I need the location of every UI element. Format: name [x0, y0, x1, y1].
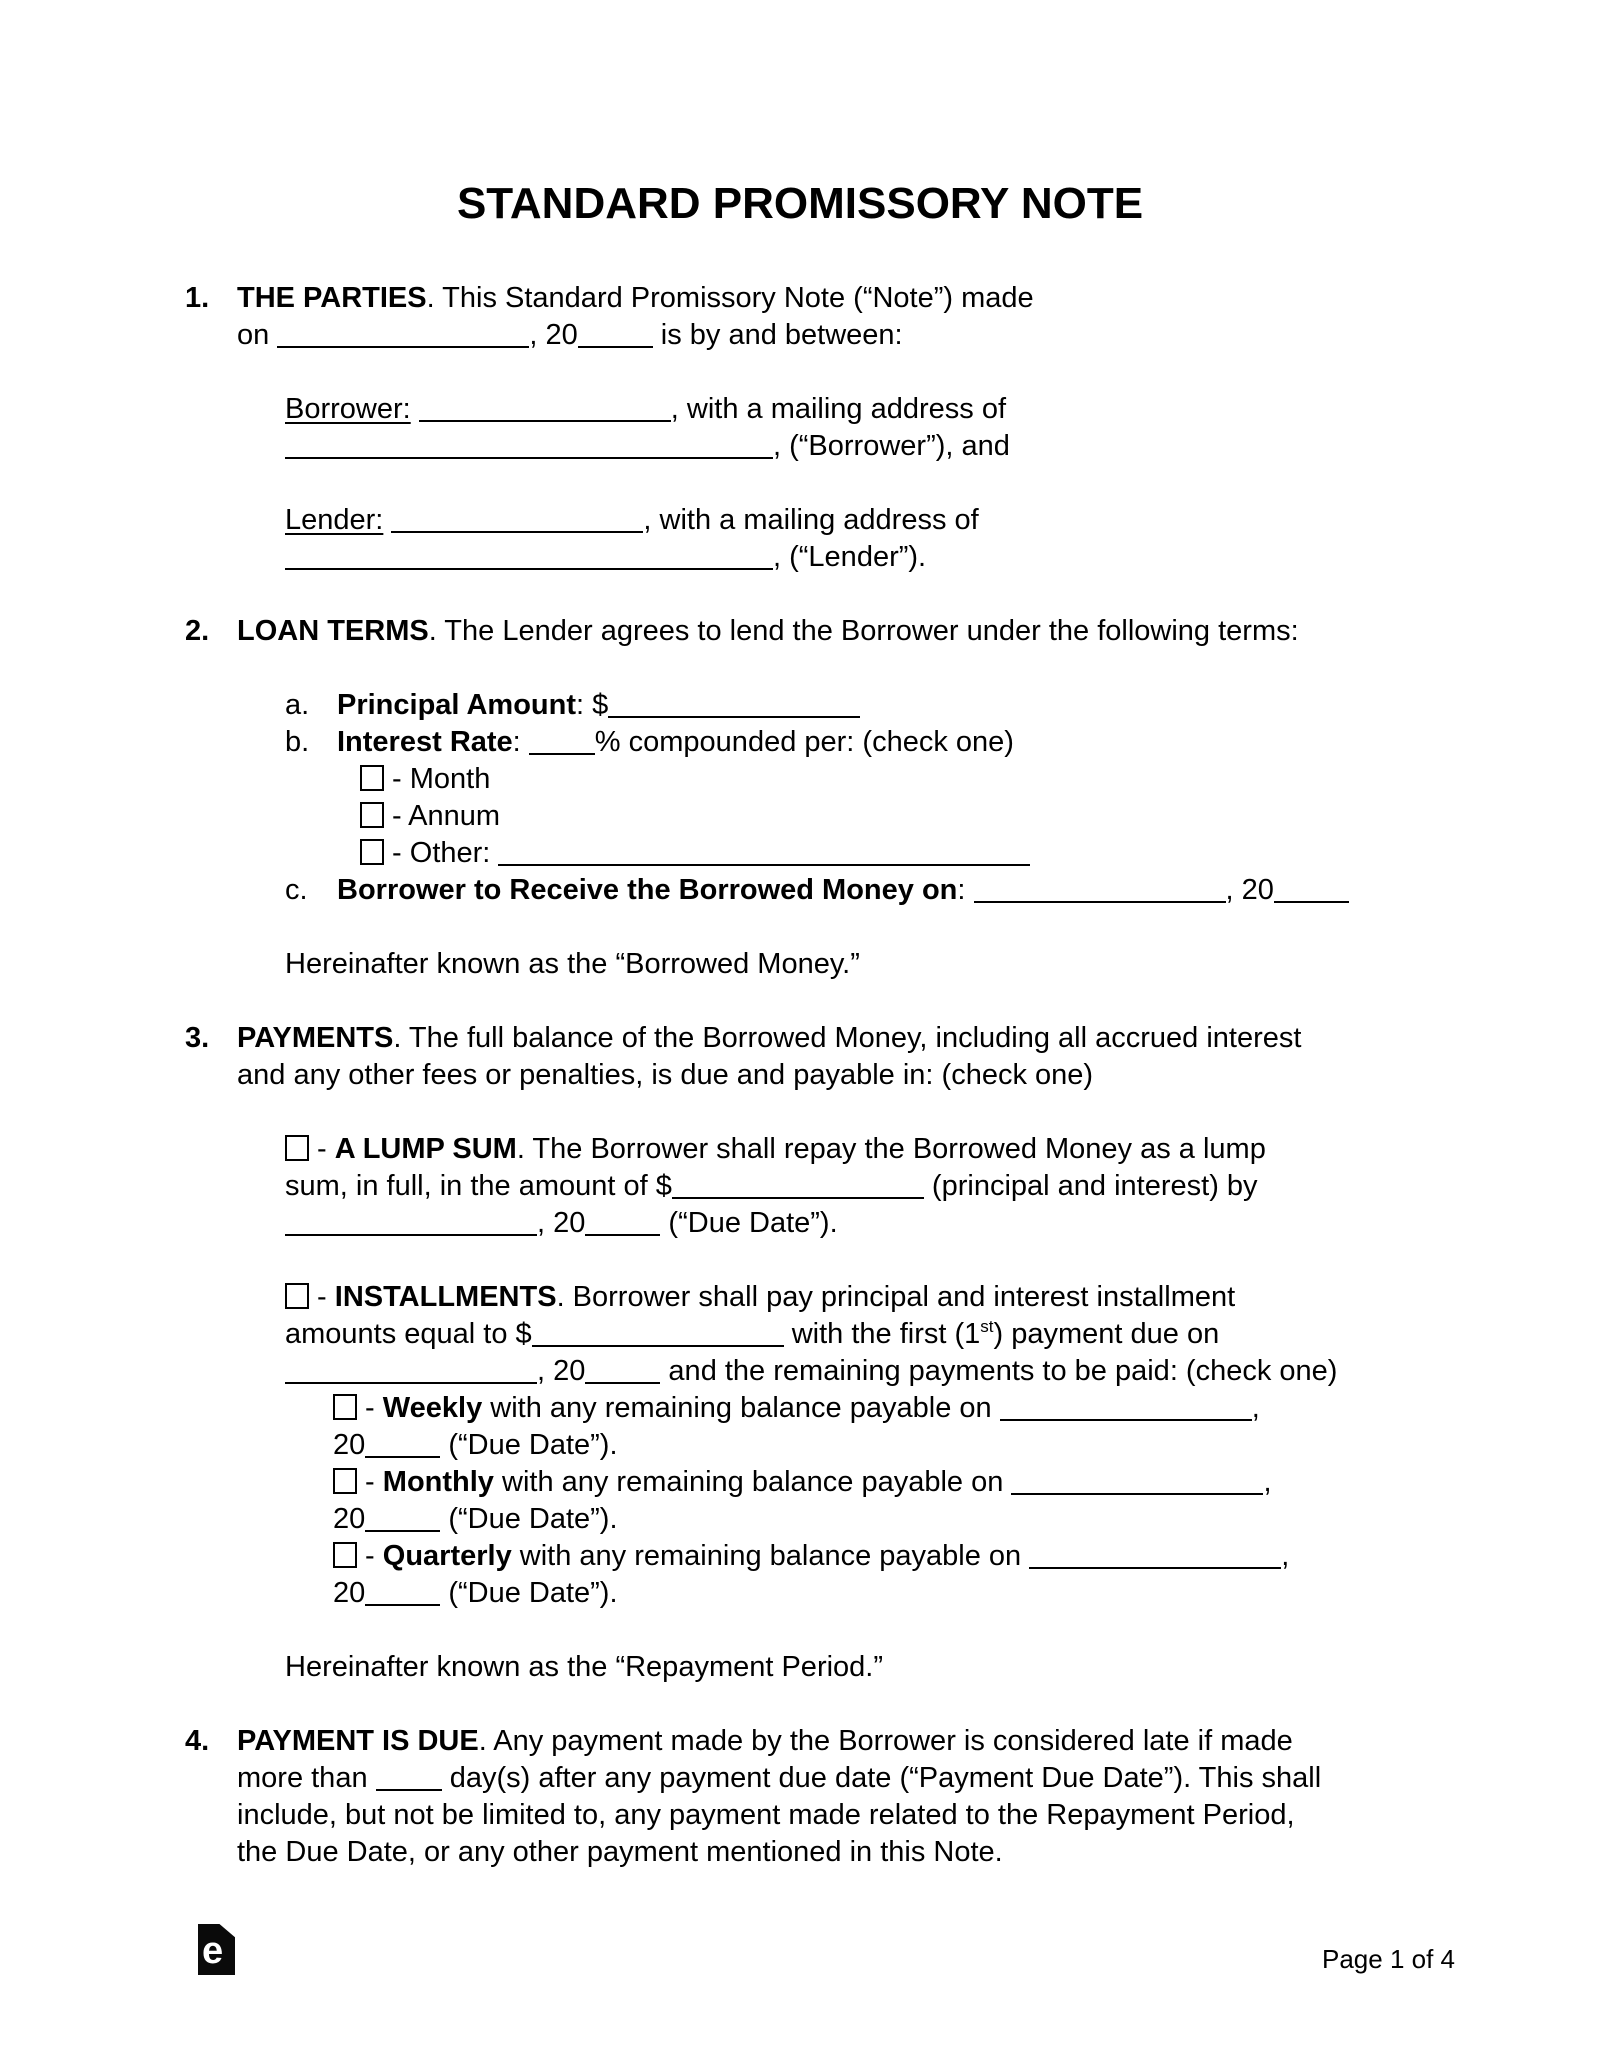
checkbox-icon[interactable] — [333, 1468, 357, 1494]
checkbox-icon[interactable] — [360, 765, 384, 791]
blank-fill-in-field[interactable] — [285, 1234, 537, 1236]
blank-fill-in-field[interactable] — [365, 1456, 440, 1458]
text-run: (principal and interest) by — [923, 1170, 1258, 1202]
list-marker: 2. — [185, 615, 210, 647]
paragraph-text — [285, 1279, 1600, 1390]
text-run: . Borrower shall pay principal and interest installment — [556, 1281, 1236, 1313]
blank-fill-in-field[interactable] — [532, 1345, 784, 1347]
paragraph-text — [285, 502, 1600, 576]
blank-fill-in-field[interactable] — [608, 716, 860, 718]
document-title: STANDARD PROMISSORY NOTE — [456, 179, 1144, 228]
text-run: . This Standard Promissory Note (“Note”) made — [426, 282, 1034, 314]
blank-fill-in-field[interactable] — [391, 531, 643, 533]
paragraph-spacer — [0, 650, 1600, 687]
paragraph — [285, 687, 1600, 724]
paragraph — [185, 280, 1600, 354]
blank-fill-in-field[interactable] — [529, 753, 595, 755]
paragraph-spacer — [0, 576, 1600, 613]
text-run: Borrower: — [285, 393, 411, 425]
text-run: % compounded per: (check one) — [594, 726, 1014, 758]
list-marker: 3. — [185, 1022, 210, 1054]
paragraph — [360, 798, 1600, 835]
paragraph — [285, 724, 1600, 761]
document-body — [0, 280, 1600, 1871]
text-run: Borrower to Receive the Borrowed Money on — [337, 874, 958, 906]
text-run: , (“Borrower”), and — [773, 430, 1010, 462]
text-run: . The Lender agrees to lend the Borrower under the following terms: — [428, 615, 1299, 647]
paragraph-spacer — [0, 909, 1600, 946]
paragraph-spacer — [0, 465, 1600, 502]
text-run: - Other: — [384, 837, 499, 869]
text-run: with any remaining balance payable on — [511, 1540, 1030, 1572]
text-run: day(s) after any payment due date (“Payment Due Date”). This shall — [441, 1762, 1322, 1794]
paragraph — [285, 872, 1600, 909]
checkbox-icon[interactable] — [285, 1283, 309, 1309]
checkbox-icon[interactable] — [360, 802, 384, 828]
text-run: , 20 — [529, 319, 578, 351]
text-run: 20 — [333, 1577, 366, 1609]
paragraph-text — [337, 724, 1014, 761]
text-run — [383, 504, 391, 536]
list-marker: c. — [285, 874, 308, 906]
text-run: - — [357, 1466, 383, 1498]
text-run: more than — [237, 1762, 376, 1794]
text-run: - — [357, 1392, 383, 1424]
checkbox-icon[interactable] — [333, 1394, 357, 1420]
text-run: Monthly — [382, 1466, 494, 1498]
text-run: amounts equal to $ — [285, 1318, 532, 1350]
blank-fill-in-field[interactable] — [285, 457, 773, 459]
text-run: , — [1263, 1466, 1272, 1498]
paragraph — [185, 1020, 1600, 1094]
paragraph — [285, 946, 1600, 983]
blank-fill-in-field[interactable] — [672, 1197, 924, 1199]
logo-letter-e: e — [202, 1930, 224, 1972]
paragraph-spacer — [0, 1242, 1600, 1279]
paragraph-text — [360, 798, 1600, 835]
paragraph-text — [285, 1131, 1600, 1242]
paragraph — [333, 1464, 1600, 1538]
blank-fill-in-field[interactable] — [974, 901, 1226, 903]
text-run: 20 — [333, 1503, 366, 1535]
blank-fill-in-field[interactable] — [365, 1604, 440, 1606]
blank-fill-in-field[interactable] — [1274, 901, 1349, 903]
paragraph-text — [237, 1020, 1301, 1094]
paragraph — [333, 1390, 1600, 1464]
checkbox-icon[interactable] — [360, 839, 384, 865]
text-run: (“Due Date”). — [440, 1577, 618, 1609]
blank-fill-in-field[interactable] — [376, 1789, 442, 1791]
blank-fill-in-field[interactable] — [1000, 1419, 1252, 1421]
paragraph-text — [285, 391, 1600, 465]
text-run: , with a mailing address of — [643, 504, 979, 536]
paragraph — [333, 1538, 1600, 1612]
blank-fill-in-field[interactable] — [578, 346, 653, 348]
blank-fill-in-field[interactable] — [1029, 1567, 1281, 1569]
paragraph-text — [285, 946, 1600, 983]
checkbox-icon[interactable] — [285, 1135, 309, 1161]
text-run: PAYMENT IS DUE — [237, 1725, 479, 1757]
blank-fill-in-field[interactable] — [585, 1382, 660, 1384]
blank-fill-in-field[interactable] — [419, 420, 671, 422]
text-run — [411, 393, 419, 425]
paragraph-text — [333, 1538, 1600, 1612]
checkbox-icon[interactable] — [333, 1542, 357, 1568]
paragraph — [285, 1649, 1600, 1686]
paragraph-spacer — [0, 983, 1600, 1020]
paragraph-text — [285, 1649, 1600, 1686]
text-run: THE PARTIES — [237, 282, 427, 314]
text-run: , with a mailing address of — [670, 393, 1007, 425]
paragraph-text — [337, 687, 860, 724]
paragraph — [285, 1131, 1600, 1242]
blank-fill-in-field[interactable] — [277, 346, 529, 348]
text-run: - — [309, 1133, 335, 1165]
text-run: , 20 — [1225, 874, 1274, 906]
list-marker: b. — [285, 726, 310, 758]
blank-fill-in-field[interactable] — [498, 864, 1030, 866]
text-run: sum, in full, in the amount of $ — [285, 1170, 672, 1202]
text-run: (“Due Date”). — [440, 1429, 618, 1461]
page-number: Page 1 of 4 — [1322, 1944, 1455, 1974]
text-run: , 20 — [537, 1355, 586, 1387]
text-run: with the first (1 — [783, 1318, 981, 1350]
paragraph-spacer — [0, 354, 1600, 391]
text-run: include, but not be limited to, any payment made related to the Repayment Period, — [237, 1799, 1295, 1831]
paragraph-text — [237, 1723, 1321, 1871]
paragraph-text — [333, 1464, 1600, 1538]
text-run: and any other fees or penalties, is due and payable in: (check one) — [237, 1059, 1094, 1091]
paragraph-text — [337, 872, 1349, 909]
text-run: with any remaining balance payable on — [482, 1392, 1000, 1424]
text-run: . The full balance of the Borrowed Money, including all accrued interest — [393, 1022, 1302, 1054]
text-run: : $ — [576, 689, 609, 721]
text-run: . The Borrower shall repay the Borrowed Money as a lump — [516, 1133, 1266, 1165]
paragraph-text — [333, 1390, 1600, 1464]
text-run: A LUMP SUM — [334, 1133, 517, 1165]
text-run: Lender: — [285, 504, 384, 536]
text-run: the Due Date, or any other payment mentioned in this Note. — [237, 1836, 1003, 1868]
text-run: LOAN TERMS — [237, 615, 429, 647]
text-run: Interest Rate — [337, 726, 513, 758]
text-run: is by and between: — [652, 319, 903, 351]
text-run: Hereinafter known as the “Repayment Period.” — [285, 1651, 884, 1683]
text-run: (“Due Date”). — [440, 1503, 618, 1535]
paragraph-text — [360, 761, 1600, 798]
text-run: : — [957, 874, 974, 906]
text-run: (“Due Date”). — [660, 1207, 838, 1239]
paragraph — [360, 761, 1600, 798]
list-marker: 1. — [185, 282, 210, 314]
text-run: Quarterly — [382, 1540, 512, 1572]
text-run: with any remaining balance payable on — [493, 1466, 1012, 1498]
paragraph-text — [360, 835, 1600, 872]
text-run: , — [1251, 1392, 1260, 1424]
text-run: Weekly — [382, 1392, 483, 1424]
paragraph — [360, 835, 1600, 872]
text-run: 20 — [333, 1429, 366, 1461]
text-run: - — [357, 1540, 383, 1572]
list-marker: a. — [285, 689, 310, 721]
paragraph — [285, 502, 1600, 576]
list-marker: 4. — [185, 1725, 210, 1757]
text-run: st — [980, 1317, 994, 1336]
text-run: Hereinafter known as the “Borrowed Money.” — [285, 948, 860, 980]
text-run: - — [309, 1281, 335, 1313]
paragraph-spacer — [0, 1094, 1600, 1131]
blank-fill-in-field[interactable] — [1011, 1493, 1263, 1495]
text-run: Principal Amount — [337, 689, 576, 721]
text-run: : — [512, 726, 529, 758]
text-run: - Annum — [384, 800, 501, 832]
paragraph — [285, 391, 1600, 465]
text-run: on — [237, 319, 278, 351]
blank-fill-in-field[interactable] — [285, 1382, 537, 1384]
paragraph-spacer — [0, 1686, 1600, 1723]
paragraph-text — [237, 613, 1299, 650]
paragraph — [285, 1279, 1600, 1390]
text-run: - Month — [384, 763, 491, 795]
paragraph — [185, 613, 1600, 650]
text-run: INSTALLMENTS — [334, 1281, 557, 1313]
text-run: . Any payment made by the Borrower is considered late if made — [478, 1725, 1293, 1757]
paragraph — [185, 1723, 1600, 1871]
paragraph-spacer — [0, 1612, 1600, 1649]
text-run: and the remaining payments to be paid: (check one) — [660, 1355, 1338, 1387]
text-run: PAYMENTS — [237, 1022, 394, 1054]
paragraph-text — [237, 280, 1034, 354]
blank-fill-in-field[interactable] — [365, 1530, 440, 1532]
text-run: , 20 — [537, 1207, 586, 1239]
text-run: , (“Lender”). — [773, 541, 927, 573]
blank-fill-in-field[interactable] — [585, 1234, 660, 1236]
text-run: ) payment due on — [993, 1318, 1220, 1350]
text-run: , — [1281, 1540, 1290, 1572]
eforms-logo — [198, 1924, 235, 1975]
blank-fill-in-field[interactable] — [285, 568, 773, 570]
